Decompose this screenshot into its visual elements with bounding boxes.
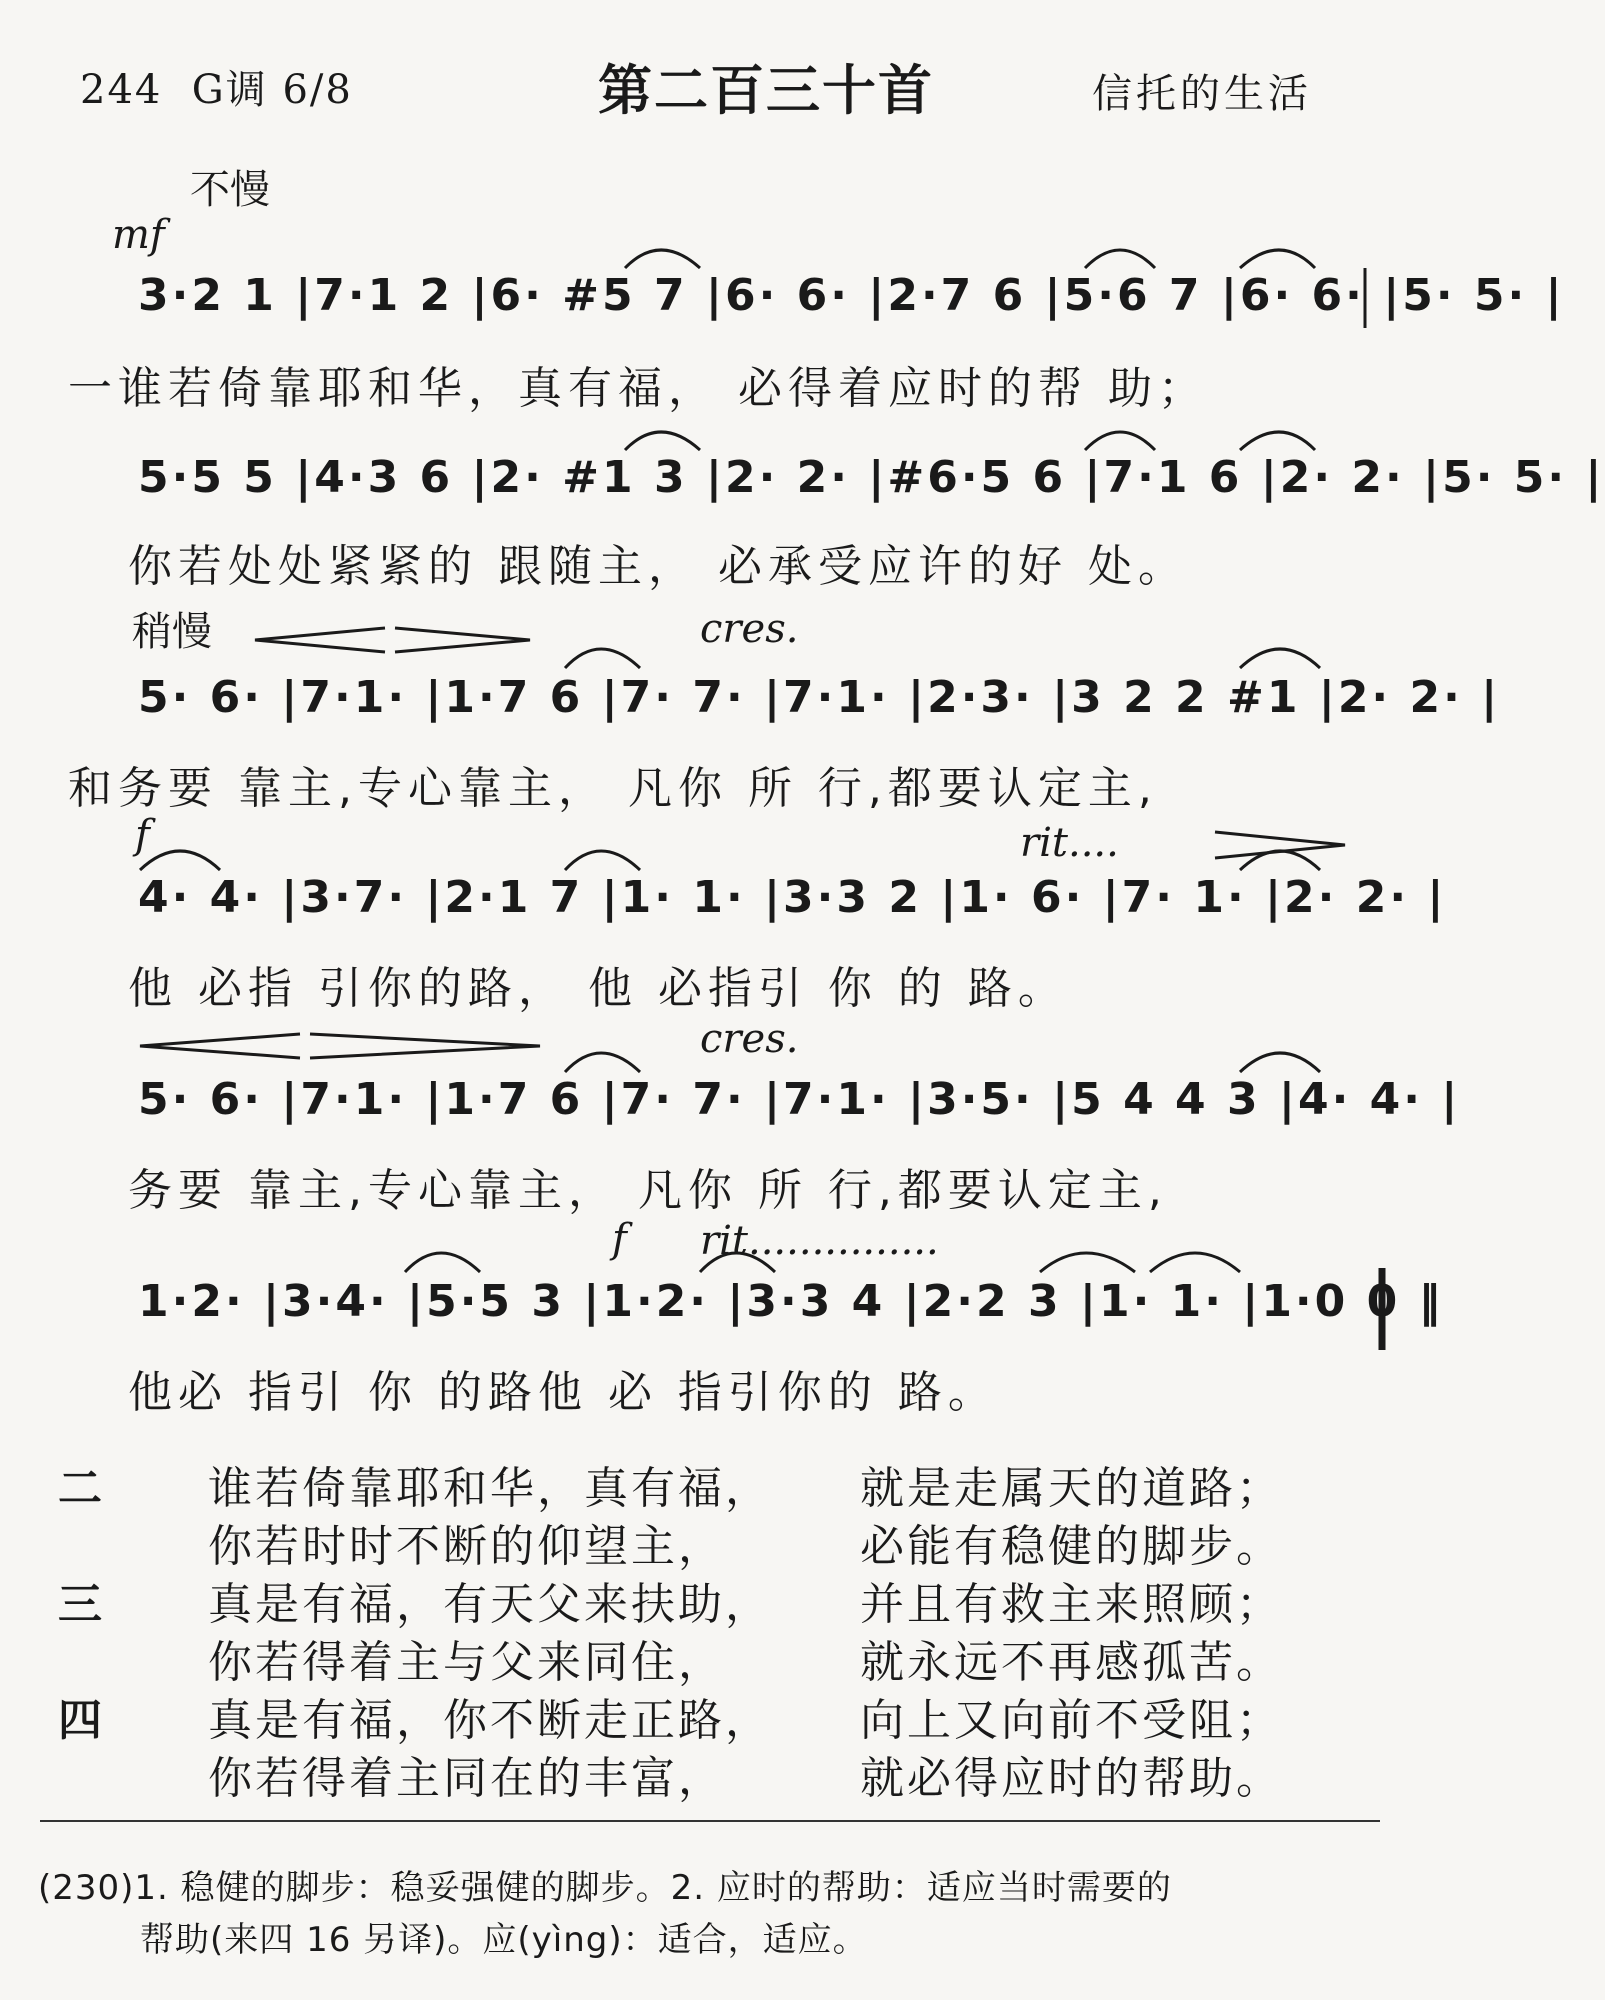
verse-line: 并且有救主来照顾； [860,1579,1283,1630]
verse-number: 二 [58,1463,102,1514]
notes-line: 5· 6· |7·1· |1·7 6 |7· 7· |7·1· |3·5· |5 4 4 3 |4· 4· | [138,1074,1461,1125]
cresc-mark: cres. [700,606,799,652]
hymn-number: 244 [80,67,163,113]
verse-line: 真是有福，有天父来扶助， [208,1579,772,1630]
verse-line: 必能有稳健的脚步。 [860,1521,1283,1572]
tempo-mark: 稍慢 [132,609,212,655]
dynamic-mark: mf [112,212,165,258]
verse-line: 真是有福，你不断走正路， [208,1695,772,1746]
dynamic-mark: f [612,1216,627,1262]
tempo-mark: 不慢 [190,167,270,213]
verse-line: 你若得着主与父来同住， [208,1637,725,1688]
verse-number: 四 [58,1695,102,1746]
hymn-category: 信托的生活 [1092,71,1312,117]
verse-line: 就永远不再感孤苦。 [860,1637,1283,1688]
footnote-line: 帮助(来四 16 另译)。应(yìng)：适合，适应。 [140,1920,868,1960]
hymn-title: 第二百三十首 [598,59,934,122]
lyric-line: 你若处处紧紧的 跟随主， 必承受应许的好 处。 [128,541,1188,592]
lyric-line: 他必 指引 你 的路他 必 指引你的 路。 [128,1367,998,1418]
footnote-line: (230)1. 稳健的脚步：稳妥强健的脚步。2. 应时的帮助：适应当时需要的 [38,1868,1172,1908]
lyric-line: 务要 靠主,专心靠主， 凡你 所 行,都要认定主, [128,1165,1168,1216]
dynamic-mark: f [135,812,150,858]
notes-line: 1·2· |3·4· |5·5 3 |1·2· |3·3 4 |2·2 3 |1· 1· |1·0 0 ‖ [138,1276,1444,1327]
verse-line: 你若得着主同在的丰富， [208,1753,725,1804]
notes-line: 3·2 1 |7·1 2 |6· #5 7 |6· 6· |2·7 6 |5·6 7 |6· 6· |5· 5· | [138,270,1565,321]
cresc-mark: cres. [700,1016,799,1062]
lyric-line: 和务要 靠主,专心靠主， 凡你 所 行,都要认定主, [68,763,1158,814]
verse-number: 三 [58,1579,102,1630]
footnote-divider [40,1820,1380,1822]
verse-line: 向上又向前不受阻； [860,1695,1283,1746]
ritardando-mark: rit............... [700,1218,939,1264]
ritardando-mark: rit.... [1020,820,1119,866]
verse-line: 就必得应时的帮助。 [860,1753,1283,1804]
notes-line: 5·5 5 |4·3 6 |2· #1 3 |2· 2· |#6·5 6 |7·1 6 |2· 2· |5· 5· | [138,452,1605,503]
verse-line: 就是走属天的道路； [860,1463,1283,1514]
lyric-line: 他 必指 引你的路， 他 必指引 你 的 路。 [128,963,1068,1014]
notes-line: 4· 4· |3·7· |2·1 7 |1· 1· |3·3 2 |1· 6· |7· 1· |2· 2· | [138,872,1447,923]
key-time-signature: G调 6/8 [191,67,353,113]
lyric-line: 一谁若倚靠耶和华，真有福， 必得着应时的帮 助； [68,363,1208,414]
notes-line: 5· 6· |7·1· |1·7 6 |7· 7· |7·1· |2·3· |3 2 2 #1 |2· 2· | [138,672,1501,723]
verse-line: 谁若倚靠耶和华，真有福， [208,1463,772,1514]
verse-line: 你若时时不断的仰望主， [208,1521,725,1572]
